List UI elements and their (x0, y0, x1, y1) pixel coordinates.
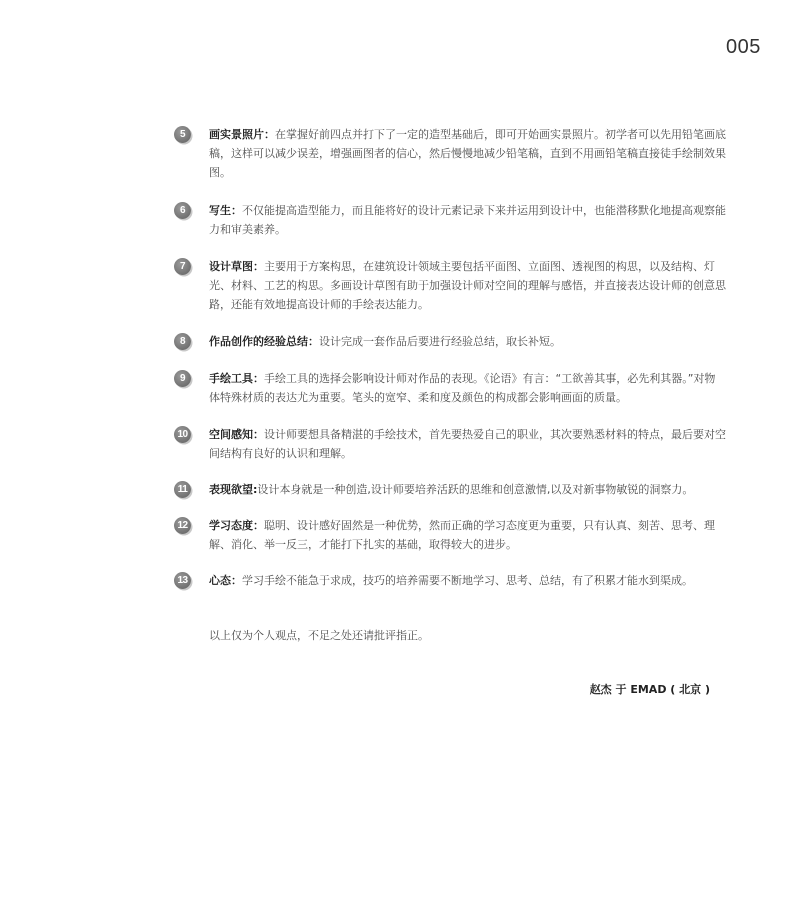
number-badge: 9 (174, 370, 191, 387)
item-body: 聪明、设计感好固然是一种优势，然而正确的学习态度更为重要，只有认真、刻苦、思考、理解、消化、举一反三，才能打下扎实的基础，取得较大的进步。 (209, 519, 715, 551)
page-number: 005 (726, 36, 761, 58)
number-badge: 13 (174, 572, 191, 589)
list-item (174, 369, 726, 407)
number-badge: 6 (174, 202, 191, 219)
item-text (209, 480, 726, 499)
item-term: 写生： (209, 204, 242, 217)
number-badge: 8 (174, 333, 191, 350)
item-body: 设计本身就是一种创造,设计师要培养活跃的思维和创意激情,以及对新事物敏锐的洞察力。 (257, 483, 694, 496)
item-body: 设计师要想具备精湛的手绘技术，首先要热爱自己的职业，其次要熟悉材料的特点，最后要对空间结构有良好的认识和理解。 (209, 428, 726, 460)
item-term: 心态： (209, 574, 242, 587)
item-text (209, 125, 726, 182)
item-term: 表现欲望: (209, 483, 258, 496)
item-body: 学习手绘不能急于求成，技巧的培养需要不断地学习、思考、总结，有了积累才能水到渠成。 (242, 574, 693, 587)
number-badge: 12 (174, 517, 191, 534)
list-item (174, 332, 726, 351)
item-text (209, 571, 726, 590)
item-term: 作品创作的经验总结： (209, 335, 319, 348)
item-body: 设计完成一套作品后要进行经验总结，取长补短。 (319, 335, 561, 348)
closing-note: 以上仅为个人观点，不足之处还请批评指正。 (209, 629, 429, 642)
item-text (209, 332, 726, 351)
item-body: 在掌握好前四点并打下了一定的造型基础后，即可开始画实景照片。初学者可以先用铅笔画底稿，这样可以减少误差，增强画图者的信心，然后慢慢地减少铅笔稿，直到不用画铅笔稿直接徒手绘制效果图。 (209, 128, 726, 179)
item-term: 设计草图： (209, 260, 264, 273)
item-text (209, 201, 726, 239)
list-item (174, 125, 726, 182)
list-item (174, 516, 726, 554)
list-item (174, 425, 726, 463)
number-badge: 11 (174, 481, 191, 498)
list-item (174, 257, 726, 314)
item-term: 手绘工具： (209, 372, 264, 385)
item-body: 不仅能提高造型能力，而且能将好的设计元素记录下来并运用到设计中，也能潜移默化地提高观察能力和审美素养。 (209, 204, 726, 236)
item-body: 手绘工具的选择会影响设计师对作品的表现。《论语》有言：“工欲善其事，必先利其器。”对物体特殊材质的表达尤为重要。笔头的宽窄、柔和度及颜色的构成都会影响画面的质量。 (209, 372, 716, 404)
item-term: 空间感知： (209, 428, 264, 441)
item-term: 画实景照片： (209, 128, 275, 141)
list-item (174, 480, 726, 499)
list-item (174, 571, 726, 590)
item-text (209, 516, 726, 554)
item-text (209, 369, 726, 407)
item-body: 主要用于方案构思，在建筑设计领域主要包括平面图、立面图、透视图的构思，以及结构、灯光、材料、工艺的构思。多画设计草图有助于加强设计师对空间的理解与感悟，并直接表达设计师的创意思路，还能有效地提高设计师的手绘表达能力。 (209, 260, 726, 311)
number-badge: 10 (174, 426, 191, 443)
item-text (209, 257, 726, 314)
number-badge: 7 (174, 258, 191, 275)
author-signature: 赵杰 于 EMAD ( 北京 ) (589, 683, 710, 696)
list-item (174, 201, 726, 239)
item-term: 学习态度： (209, 519, 264, 532)
number-badge: 5 (174, 126, 191, 143)
item-text (209, 425, 726, 463)
